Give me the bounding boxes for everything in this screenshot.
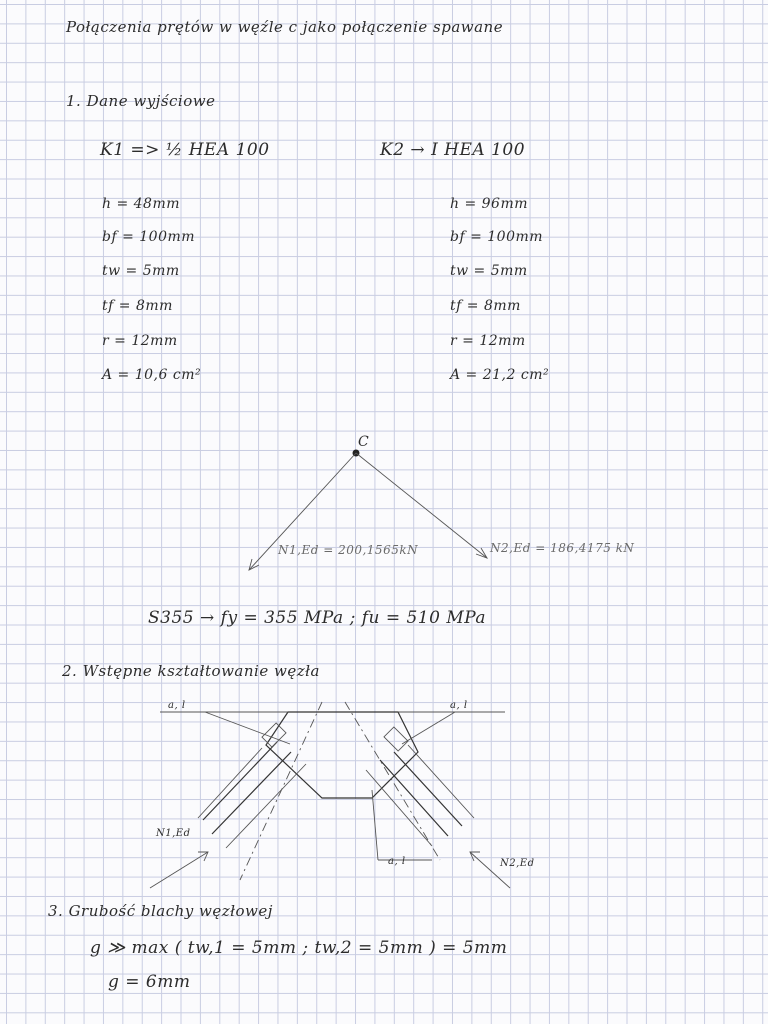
weld-leader-bottom [372,790,378,860]
k2-r: r = 12mm [450,333,526,349]
material-line: S355 → fy = 355 MPa ; fu = 510 MPa [148,608,487,628]
thickness-formula: g ≫ max ( tw,1 = 5mm ; tw,2 = 5mm ) = 5mm [90,938,508,958]
k1-tf: tf = 8mm [102,298,173,314]
section-1-heading: 1. Dane wyjściowe [66,92,216,110]
weld-label-left: a, l [168,700,186,711]
k1-tw: tw = 5mm [102,263,180,279]
section-3-heading: 3. Grubość blachy węzłowej [48,902,273,920]
weld-label-bottom: a, l [388,856,406,867]
weld-leader-right [402,712,455,744]
gusset-plate-sketch [150,702,510,888]
right-member-flange [408,745,474,818]
n1-force-label: N1,Ed = 200,1565kN [278,543,419,557]
k1-h: h = 48mm [102,196,181,212]
k2-tw: tw = 5mm [450,263,528,279]
left-member-edge-3 [226,764,306,848]
n2-sketch-label: N2,Ed [500,858,535,869]
left-member-flange [198,748,262,818]
thickness-result: g = 6mm [108,972,191,992]
k2-area: A = 21,2 cm² [450,367,550,383]
section-2-heading: 2. Wstępne kształtowanie węzła [62,662,320,680]
k1-area: A = 10,6 cm² [102,367,202,383]
k1-r: r = 12mm [102,333,178,349]
node-c-label: C [358,434,370,450]
k1-bf: bf = 100mm [102,229,196,245]
k2-bf: bf = 100mm [450,229,544,245]
left-member-axis [240,702,322,880]
k2-header: K2 → I HEA 100 [380,140,526,160]
weld-label-right: a, l [450,700,468,711]
right-member-edge-1 [394,752,462,826]
n1-sketch-label: N1,Ed [156,828,191,839]
right-member-axis [345,702,440,860]
n1-force-arrow [150,852,208,888]
k1-header: K1 => ½ HEA 100 [100,140,270,160]
k2-h: h = 96mm [450,196,529,212]
page-title: Połączenia prętów w węźle c jako połączenie spawane [66,18,504,36]
k2-tf: tf = 8mm [450,298,521,314]
right-member-end [384,727,408,751]
n2-force-label: N2,Ed = 186,4175 kN [490,541,635,555]
left-member-edge-1 [203,742,277,820]
